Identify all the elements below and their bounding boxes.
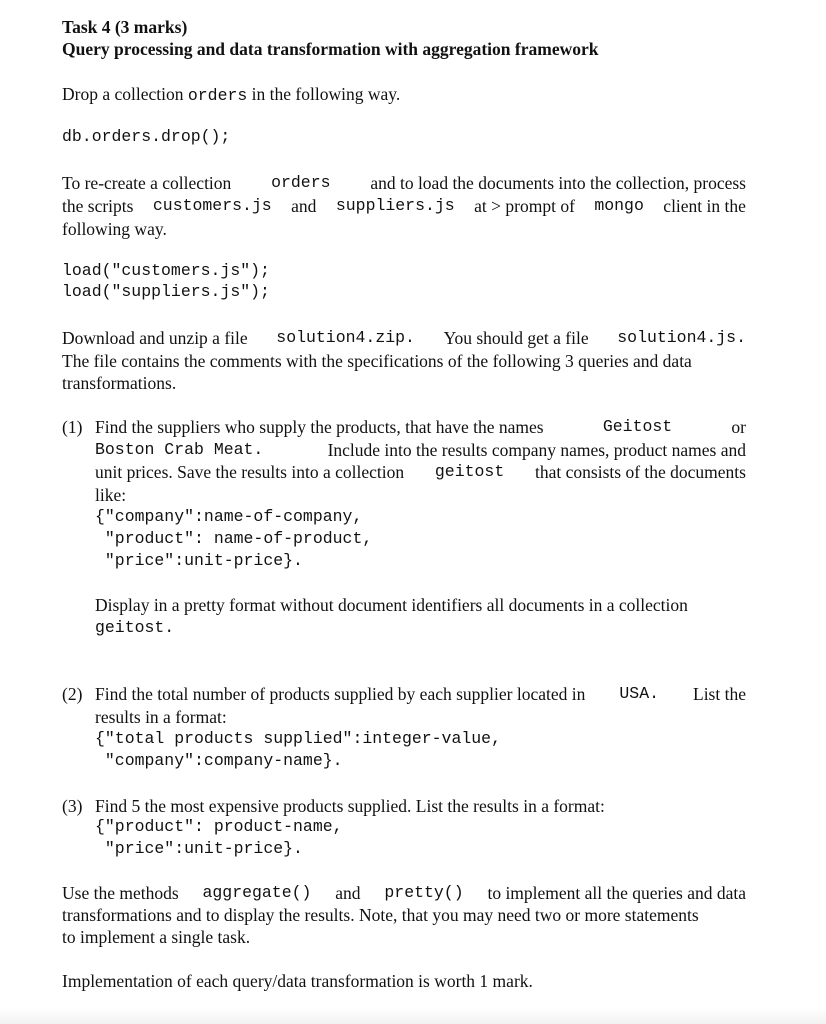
- query-3-line-1: Find 5 the most expensive products supplied. List the results in a format:: [95, 796, 605, 816]
- methods-line-2: transformations and to display the results. Note, that you may need two or more statements: [62, 905, 699, 925]
- recreate-line-3: following way.: [62, 219, 167, 239]
- download-line-1: Download and unzip a file solution4.zip. You should get a file solution4.js.: [62, 328, 746, 348]
- query-1-line-4: like:: [95, 485, 127, 505]
- query-1-display-line-1: Display in a pretty format without document identifiers all documents in a collection: [95, 595, 688, 615]
- query-1-display-line-2: geitost.: [95, 618, 175, 637]
- methods-line-1: Use the methods aggregate() and pretty() to implement all the queries and data: [62, 883, 746, 903]
- recreate-line-2: the scripts customers.js and suppliers.js at > prompt of mongo client in the: [62, 196, 746, 216]
- recreate-line-1: To re-create a collection orders and to load the documents into the collection, process: [62, 173, 746, 193]
- query-2-format-line-2: "company":company-name}.: [95, 751, 343, 770]
- download-line-2: The file contains the comments with the specifications of the following 3 queries and data: [62, 351, 692, 371]
- load-suppliers-command: load("suppliers.js");: [62, 282, 270, 301]
- bottom-edge: [0, 1008, 826, 1024]
- query-1-line-2: Boston Crab Meat. Include into the results company names, product names and: [95, 440, 746, 460]
- task-subtitle: Query processing and data transformation with aggregation framework: [62, 39, 599, 59]
- query-1-format-line-2: "product": name-of-product,: [95, 529, 373, 548]
- download-line-3: transformations.: [62, 373, 177, 393]
- marking-note: Implementation of each query/data transformation is worth 1 mark.: [62, 971, 533, 991]
- query-2-line-1: Find the total number of products supplied by each supplier located in USA. List the: [95, 684, 746, 704]
- query-2-number: (2): [62, 684, 83, 704]
- query-3-format-line-1: {"product": product-name,: [95, 817, 343, 836]
- query-1-line-1: Find the suppliers who supply the products, that have the names Geitost or: [95, 417, 746, 437]
- query-2-format-line-1: {"total products supplied":integer-value,: [95, 729, 501, 748]
- query-3-number: (3): [62, 796, 83, 816]
- query-2-line-2: results in a format:: [95, 707, 227, 727]
- query-1-line-3: unit prices. Save the results into a collection geitost that consists of the documents: [95, 462, 746, 482]
- query-1-format-line-3: "price":unit-price}.: [95, 551, 303, 570]
- drop-instruction: Drop a collection orders in the following way.: [62, 84, 401, 105]
- query-1-format-line-1: {"company":name-of-company,: [95, 507, 363, 526]
- query-1-number: (1): [62, 417, 83, 437]
- task-title: Task 4 (3 marks): [62, 17, 188, 37]
- load-customers-command: load("customers.js");: [62, 261, 270, 280]
- methods-line-3: to implement a single task.: [62, 927, 251, 947]
- query-3-format-line-2: "price":unit-price}.: [95, 839, 303, 858]
- drop-command: db.orders.drop();: [62, 127, 231, 146]
